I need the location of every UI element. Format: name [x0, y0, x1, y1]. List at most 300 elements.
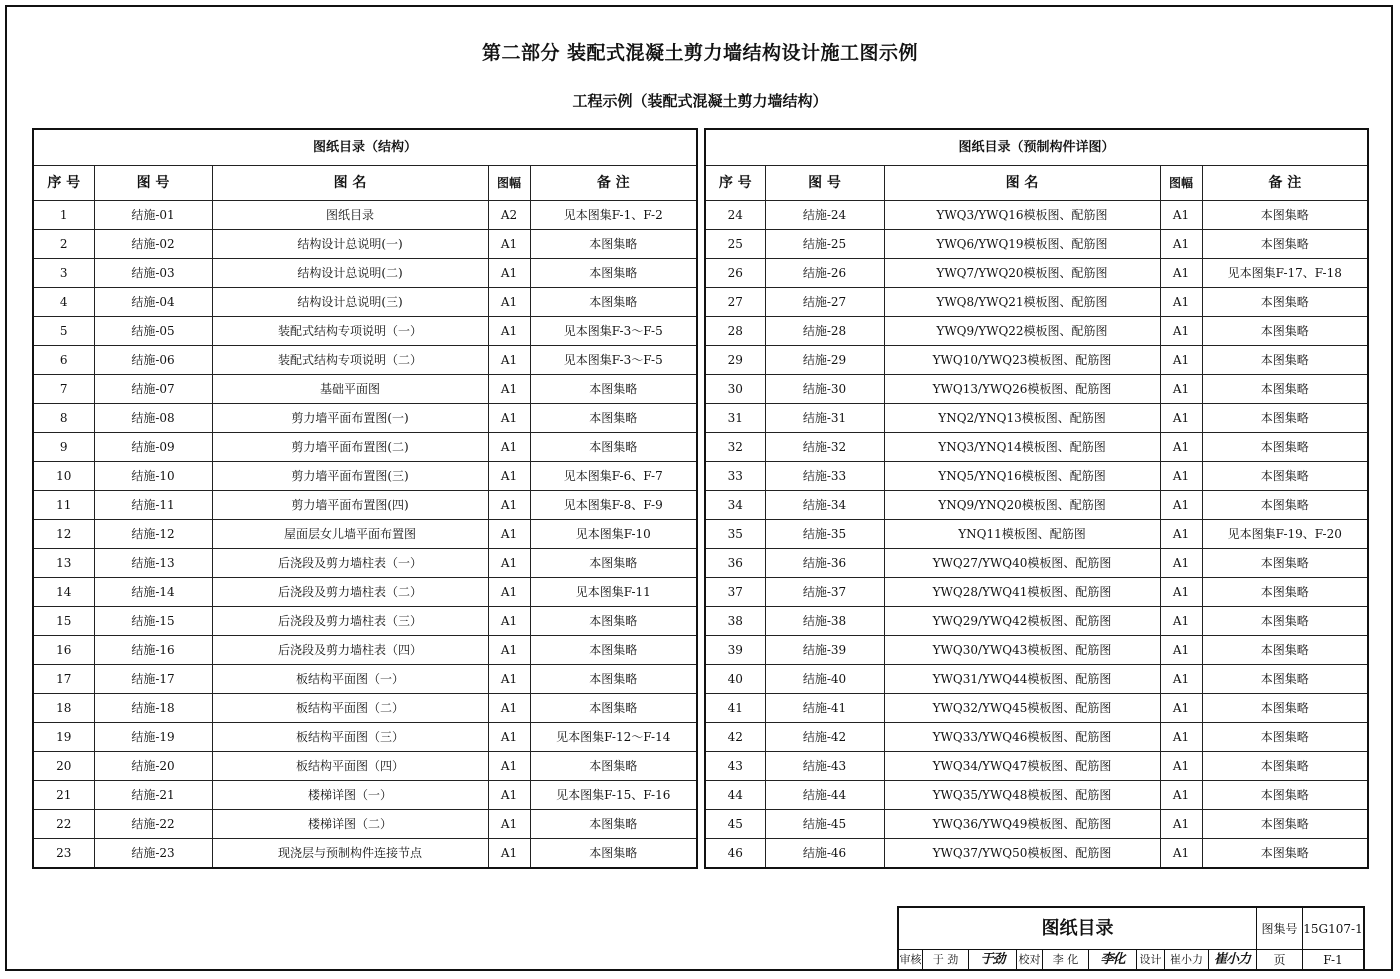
- cell-no: 10: [33, 462, 94, 491]
- table-row: [33, 230, 697, 259]
- cell-no: 19: [33, 723, 94, 752]
- table-row: [33, 810, 697, 839]
- cell-size: A1: [488, 665, 530, 694]
- cell-drawing-no: 结施-11: [94, 491, 212, 520]
- cell-remark: 本图集略: [1202, 549, 1368, 578]
- cell-no: 2: [33, 230, 94, 259]
- cell-drawing-no: 结施-43: [765, 752, 884, 781]
- cell-drawing-name: YWQ10/YWQ23模板图、配筋图: [884, 346, 1160, 375]
- table-row: [33, 346, 697, 375]
- cell-drawing-name: YWQ35/YWQ48模板图、配筋图: [884, 781, 1160, 810]
- cell-size: A1: [1160, 810, 1202, 839]
- cell-no: 41: [705, 694, 765, 723]
- atlas-no-label: 图集号: [1257, 908, 1303, 950]
- col-header-drawing-name: 图 名: [212, 166, 488, 201]
- cell-drawing-name: YWQ27/YWQ40模板图、配筋图: [884, 549, 1160, 578]
- col-header-no: 序 号: [33, 166, 94, 201]
- cell-size: A1: [488, 375, 530, 404]
- cell-drawing-name: 后浇段及剪力墙柱表（三）: [212, 607, 488, 636]
- cell-remark: 本图集略: [530, 810, 697, 839]
- cell-size: A1: [488, 230, 530, 259]
- cell-drawing-no: 结施-31: [765, 404, 884, 433]
- table-row: [705, 694, 1368, 723]
- cell-size: A1: [1160, 723, 1202, 752]
- cell-drawing-no: 结施-28: [765, 317, 884, 346]
- cell-remark: 本图集略: [1202, 810, 1368, 839]
- cell-remark: 本图集略: [1202, 462, 1368, 491]
- cell-remark: 见本图集F-3～F-5: [530, 346, 697, 375]
- cell-size: A1: [1160, 259, 1202, 288]
- cell-remark: 本图集略: [530, 752, 697, 781]
- cell-no: 1: [33, 201, 94, 230]
- cell-drawing-name: 装配式结构专项说明（二）: [212, 346, 488, 375]
- cell-size: A1: [488, 317, 530, 346]
- table-row: [705, 636, 1368, 665]
- cell-drawing-no: 结施-09: [94, 433, 212, 462]
- cell-drawing-no: 结施-36: [765, 549, 884, 578]
- cell-remark: 本图集略: [530, 694, 697, 723]
- cell-drawing-no: 结施-32: [765, 433, 884, 462]
- cell-drawing-name: 剪力墙平面布置图(四): [212, 491, 488, 520]
- cell-drawing-no: 结施-01: [94, 201, 212, 230]
- cell-drawing-name: YWQ9/YWQ22模板图、配筋图: [884, 317, 1160, 346]
- table-row: [33, 665, 697, 694]
- cell-size: A1: [488, 288, 530, 317]
- cell-no: 26: [705, 259, 765, 288]
- cell-size: A1: [1160, 288, 1202, 317]
- table-row: [705, 375, 1368, 404]
- cell-size: A1: [488, 607, 530, 636]
- table-row: [33, 201, 697, 230]
- cell-no: 37: [705, 578, 765, 607]
- cell-drawing-name: YWQ29/YWQ42模板图、配筋图: [884, 607, 1160, 636]
- cell-remark: 本图集略: [1202, 375, 1368, 404]
- table-row: [33, 462, 697, 491]
- table-row: [33, 781, 697, 810]
- col-header-remark: 备 注: [530, 166, 697, 201]
- cell-remark: 本图集略: [1202, 839, 1368, 869]
- cell-drawing-no: 结施-46: [765, 839, 884, 869]
- review-name: 于 劲: [923, 950, 969, 970]
- table-row: [33, 491, 697, 520]
- table-row: [705, 201, 1368, 230]
- cell-no: 35: [705, 520, 765, 549]
- cell-drawing-name: YWQ6/YWQ19模板图、配筋图: [884, 230, 1160, 259]
- cell-remark: 见本图集F-17、F-18: [1202, 259, 1368, 288]
- table-row: [33, 839, 697, 869]
- title-block-name: 图纸目录: [899, 908, 1257, 950]
- cell-size: A2: [488, 201, 530, 230]
- cell-drawing-no: 结施-25: [765, 230, 884, 259]
- cell-drawing-name: 板结构平面图（四）: [212, 752, 488, 781]
- cell-no: 6: [33, 346, 94, 375]
- cell-size: A1: [1160, 230, 1202, 259]
- cell-drawing-no: 结施-15: [94, 607, 212, 636]
- title-block: [897, 906, 1365, 970]
- cell-drawing-name: 结构设计总说明(三): [212, 288, 488, 317]
- cell-remark: 本图集略: [1202, 346, 1368, 375]
- cell-no: 33: [705, 462, 765, 491]
- cell-no: 45: [705, 810, 765, 839]
- table-caption: 图纸目录（结构）: [33, 129, 697, 166]
- cell-drawing-name: YWQ34/YWQ47模板图、配筋图: [884, 752, 1160, 781]
- review-label: 审核: [899, 950, 923, 970]
- table-row: [33, 259, 697, 288]
- cell-drawing-no: 结施-02: [94, 230, 212, 259]
- cell-no: 20: [33, 752, 94, 781]
- table-row: [33, 752, 697, 781]
- cell-size: A1: [488, 578, 530, 607]
- cell-drawing-name: 剪力墙平面布置图(三): [212, 462, 488, 491]
- cell-drawing-name: 剪力墙平面布置图(一): [212, 404, 488, 433]
- col-header-drawing-no: 图 号: [94, 166, 212, 201]
- cell-remark: 本图集略: [530, 433, 697, 462]
- col-header-size: 图幅: [488, 166, 530, 201]
- cell-remark: 本图集略: [530, 230, 697, 259]
- cell-size: A1: [1160, 781, 1202, 810]
- cell-remark: 见本图集F-19、F-20: [1202, 520, 1368, 549]
- table-row: [33, 375, 697, 404]
- cell-drawing-name: 现浇层与预制构件连接节点: [212, 839, 488, 869]
- cell-no: 32: [705, 433, 765, 462]
- cell-drawing-no: 结施-07: [94, 375, 212, 404]
- cell-drawing-name: YWQ32/YWQ45模板图、配筋图: [884, 694, 1160, 723]
- cell-size: A1: [1160, 491, 1202, 520]
- cell-drawing-name: YWQ36/YWQ49模板图、配筋图: [884, 810, 1160, 839]
- table-row: [33, 723, 697, 752]
- cell-size: A1: [1160, 375, 1202, 404]
- structure-catalog-table: [32, 128, 698, 869]
- table-row: [705, 665, 1368, 694]
- cell-drawing-name: YWQ3/YWQ16模板图、配筋图: [884, 201, 1160, 230]
- cell-no: 5: [33, 317, 94, 346]
- signature-row: [899, 950, 1257, 970]
- cell-remark: 见本图集F-1、F-2: [530, 201, 697, 230]
- cell-size: A1: [488, 549, 530, 578]
- cell-drawing-no: 结施-34: [765, 491, 884, 520]
- cell-drawing-no: 结施-04: [94, 288, 212, 317]
- cell-no: 23: [33, 839, 94, 869]
- table-row: [705, 346, 1368, 375]
- cell-size: A1: [1160, 404, 1202, 433]
- cell-no: 14: [33, 578, 94, 607]
- cell-no: 38: [705, 607, 765, 636]
- cell-remark: 本图集略: [530, 607, 697, 636]
- cell-drawing-no: 结施-41: [765, 694, 884, 723]
- cell-drawing-name: YWQ37/YWQ50模板图、配筋图: [884, 839, 1160, 869]
- table-row: [705, 433, 1368, 462]
- cell-drawing-no: 结施-06: [94, 346, 212, 375]
- cell-no: 7: [33, 375, 94, 404]
- cell-size: A1: [1160, 694, 1202, 723]
- cell-size: A1: [488, 752, 530, 781]
- cell-remark: 本图集略: [1202, 201, 1368, 230]
- cell-drawing-name: YNQ9/YNQ20模板图、配筋图: [884, 491, 1160, 520]
- table-row: [33, 636, 697, 665]
- cell-size: A1: [1160, 433, 1202, 462]
- cell-drawing-name: YNQ2/YNQ13模板图、配筋图: [884, 404, 1160, 433]
- cell-remark: 本图集略: [530, 375, 697, 404]
- cell-drawing-name: YNQ5/YNQ16模板图、配筋图: [884, 462, 1160, 491]
- table-row: [705, 839, 1368, 869]
- cell-no: 46: [705, 839, 765, 869]
- cell-remark: 本图集略: [1202, 781, 1368, 810]
- design-name: 崔小力: [1165, 950, 1209, 970]
- table-row: [705, 607, 1368, 636]
- cell-no: 36: [705, 549, 765, 578]
- cell-remark: 见本图集F-12～F-14: [530, 723, 697, 752]
- cell-no: 3: [33, 259, 94, 288]
- table-row: [705, 230, 1368, 259]
- cell-remark: 本图集略: [530, 404, 697, 433]
- cell-drawing-no: 结施-19: [94, 723, 212, 752]
- cell-size: A1: [1160, 839, 1202, 869]
- cell-drawing-name: 板结构平面图（一）: [212, 665, 488, 694]
- cell-size: A1: [488, 462, 530, 491]
- cell-size: A1: [488, 404, 530, 433]
- cell-size: A1: [1160, 665, 1202, 694]
- cell-remark: 本图集略: [530, 636, 697, 665]
- cell-remark: 本图集略: [530, 839, 697, 869]
- cell-size: A1: [488, 259, 530, 288]
- design-label: 设计: [1137, 950, 1165, 970]
- cell-drawing-no: 结施-24: [765, 201, 884, 230]
- design-signature: 崔小力: [1213, 952, 1250, 967]
- cell-drawing-no: 结施-45: [765, 810, 884, 839]
- cell-size: A1: [488, 839, 530, 869]
- cell-size: A1: [488, 433, 530, 462]
- cell-remark: 见本图集F-11: [530, 578, 697, 607]
- cell-size: A1: [1160, 578, 1202, 607]
- cell-no: 15: [33, 607, 94, 636]
- cell-size: A1: [1160, 520, 1202, 549]
- cell-no: 13: [33, 549, 94, 578]
- cell-size: A1: [1160, 317, 1202, 346]
- cell-size: A1: [1160, 636, 1202, 665]
- table-row: [705, 781, 1368, 810]
- cell-remark: 本图集略: [1202, 607, 1368, 636]
- cell-remark: 本图集略: [530, 259, 697, 288]
- cell-drawing-no: 结施-22: [94, 810, 212, 839]
- cell-size: A1: [488, 636, 530, 665]
- cell-size: A1: [1160, 201, 1202, 230]
- atlas-no: 15G107-1: [1303, 908, 1363, 950]
- cell-no: 4: [33, 288, 94, 317]
- cell-no: 34: [705, 491, 765, 520]
- cell-drawing-name: YWQ31/YWQ44模板图、配筋图: [884, 665, 1160, 694]
- check-name: 李 化: [1043, 950, 1089, 970]
- cell-no: 17: [33, 665, 94, 694]
- cell-drawing-no: 结施-37: [765, 578, 884, 607]
- cell-drawing-no: 结施-14: [94, 578, 212, 607]
- table-row: [33, 578, 697, 607]
- cell-no: 44: [705, 781, 765, 810]
- cell-size: A1: [488, 781, 530, 810]
- page-label: 页: [1257, 950, 1303, 970]
- cell-no: 25: [705, 230, 765, 259]
- cell-size: A1: [488, 723, 530, 752]
- cell-drawing-name: 装配式结构专项说明（一）: [212, 317, 488, 346]
- cell-no: 18: [33, 694, 94, 723]
- table-row: [33, 549, 697, 578]
- cell-no: 21: [33, 781, 94, 810]
- cell-remark: 本图集略: [1202, 665, 1368, 694]
- cell-drawing-name: 楼梯详图（一）: [212, 781, 488, 810]
- cell-remark: 本图集略: [1202, 433, 1368, 462]
- cell-no: 8: [33, 404, 94, 433]
- cell-drawing-no: 结施-05: [94, 317, 212, 346]
- table-row: [705, 404, 1368, 433]
- check-signature: 李化: [1089, 950, 1137, 970]
- table-row: [33, 317, 697, 346]
- cell-remark: 见本图集F-10: [530, 520, 697, 549]
- cell-drawing-no: 结施-10: [94, 462, 212, 491]
- cell-no: 9: [33, 433, 94, 462]
- cell-drawing-no: 结施-16: [94, 636, 212, 665]
- cell-remark: 本图集略: [1202, 230, 1368, 259]
- cell-drawing-no: 结施-23: [94, 839, 212, 869]
- table-caption: 图纸目录（预制构件详图）: [705, 129, 1368, 166]
- cell-no: 39: [705, 636, 765, 665]
- col-header-remark: 备 注: [1202, 166, 1368, 201]
- cell-remark: 见本图集F-6、F-7: [530, 462, 697, 491]
- col-header-drawing-name: 图 名: [884, 166, 1160, 201]
- table-row: [705, 317, 1368, 346]
- cell-no: 24: [705, 201, 765, 230]
- cell-drawing-name: 后浇段及剪力墙柱表（一）: [212, 549, 488, 578]
- cell-drawing-no: 结施-08: [94, 404, 212, 433]
- cell-size: A1: [488, 520, 530, 549]
- cell-size: A1: [1160, 346, 1202, 375]
- cell-no: 27: [705, 288, 765, 317]
- cell-drawing-no: 结施-27: [765, 288, 884, 317]
- table-row: [33, 433, 697, 462]
- cell-drawing-no: 结施-03: [94, 259, 212, 288]
- cell-drawing-no: 结施-38: [765, 607, 884, 636]
- table-row: [33, 694, 697, 723]
- col-header-no: 序 号: [705, 166, 765, 201]
- cell-drawing-no: 结施-44: [765, 781, 884, 810]
- cell-size: A1: [488, 810, 530, 839]
- cell-drawing-name: YNQ3/YNQ14模板图、配筋图: [884, 433, 1160, 462]
- cell-remark: 本图集略: [1202, 288, 1368, 317]
- cell-remark: 本图集略: [1202, 636, 1368, 665]
- cell-drawing-name: YWQ30/YWQ43模板图、配筋图: [884, 636, 1160, 665]
- cell-drawing-no: 结施-29: [765, 346, 884, 375]
- table-row: [705, 723, 1368, 752]
- cell-remark: 本图集略: [1202, 694, 1368, 723]
- cell-no: 11: [33, 491, 94, 520]
- cell-size: A1: [1160, 462, 1202, 491]
- table-row: [33, 404, 697, 433]
- cell-drawing-name: 板结构平面图（三）: [212, 723, 488, 752]
- table-row: [705, 549, 1368, 578]
- cell-remark: 本图集略: [530, 665, 697, 694]
- cell-drawing-no: 结施-13: [94, 549, 212, 578]
- cell-drawing-name: YNQ11模板图、配筋图: [884, 520, 1160, 549]
- cell-remark: 见本图集F-3～F-5: [530, 317, 697, 346]
- table-row: [705, 462, 1368, 491]
- table-row: [705, 520, 1368, 549]
- cell-drawing-name: 后浇段及剪力墙柱表（二）: [212, 578, 488, 607]
- cell-drawing-name: 图纸目录: [212, 201, 488, 230]
- cell-remark: 本图集略: [1202, 317, 1368, 346]
- table-row: [705, 259, 1368, 288]
- cell-no: 29: [705, 346, 765, 375]
- table-row: [705, 578, 1368, 607]
- cell-remark: 本图集略: [1202, 578, 1368, 607]
- review-signature: 于劲: [969, 950, 1017, 970]
- cell-size: A1: [1160, 607, 1202, 636]
- cell-no: 43: [705, 752, 765, 781]
- table-row: [33, 520, 697, 549]
- cell-no: 12: [33, 520, 94, 549]
- page-title: 第二部分 装配式混凝土剪力墙结构设计施工图示例: [481, 42, 919, 64]
- cell-drawing-no: 结施-21: [94, 781, 212, 810]
- cell-no: 42: [705, 723, 765, 752]
- cell-remark: 本图集略: [530, 549, 697, 578]
- cell-drawing-name: 基础平面图: [212, 375, 488, 404]
- page-no: F-1: [1323, 953, 1343, 967]
- cell-remark: 本图集略: [1202, 723, 1368, 752]
- table-row: [705, 288, 1368, 317]
- cell-size: A1: [1160, 752, 1202, 781]
- cell-drawing-name: YWQ8/YWQ21模板图、配筋图: [884, 288, 1160, 317]
- cell-size: A1: [488, 694, 530, 723]
- cell-size: A1: [488, 346, 530, 375]
- cell-drawing-no: 结施-12: [94, 520, 212, 549]
- cell-remark: 见本图集F-8、F-9: [530, 491, 697, 520]
- cell-drawing-name: 后浇段及剪力墙柱表（四）: [212, 636, 488, 665]
- cell-drawing-name: YWQ13/YWQ26模板图、配筋图: [884, 375, 1160, 404]
- table-row: [705, 752, 1368, 781]
- cell-remark: 本图集略: [1202, 404, 1368, 433]
- cell-drawing-name: YWQ28/YWQ41模板图、配筋图: [884, 578, 1160, 607]
- cell-drawing-no: 结施-35: [765, 520, 884, 549]
- cell-remark: 本图集略: [530, 288, 697, 317]
- cell-drawing-no: 结施-40: [765, 665, 884, 694]
- cell-no: 40: [705, 665, 765, 694]
- cell-drawing-name: 结构设计总说明(二): [212, 259, 488, 288]
- cell-drawing-no: 结施-17: [94, 665, 212, 694]
- precast-catalog-table: [704, 128, 1369, 869]
- cell-remark: 本图集略: [1202, 491, 1368, 520]
- table-row: [705, 491, 1368, 520]
- cell-no: 30: [705, 375, 765, 404]
- table-row: [705, 810, 1368, 839]
- page-subtitle: 工程示例（装配式混凝土剪力墙结构）: [572, 92, 828, 110]
- cell-drawing-name: 板结构平面图（二）: [212, 694, 488, 723]
- cell-size: A1: [488, 491, 530, 520]
- col-header-drawing-no: 图 号: [765, 166, 884, 201]
- table-row: [33, 607, 697, 636]
- col-header-size: 图幅: [1160, 166, 1202, 201]
- cell-drawing-no: 结施-30: [765, 375, 884, 404]
- cell-remark: 见本图集F-15、F-16: [530, 781, 697, 810]
- cell-drawing-name: YWQ33/YWQ46模板图、配筋图: [884, 723, 1160, 752]
- cell-drawing-no: 结施-26: [765, 259, 884, 288]
- cell-drawing-name: 屋面层女儿墙平面布置图: [212, 520, 488, 549]
- table-row: [33, 288, 697, 317]
- cell-drawing-name: 结构设计总说明(一): [212, 230, 488, 259]
- cell-drawing-name: 楼梯详图（二）: [212, 810, 488, 839]
- cell-size: A1: [1160, 549, 1202, 578]
- cell-drawing-no: 结施-39: [765, 636, 884, 665]
- cell-no: 31: [705, 404, 765, 433]
- cell-drawing-name: 剪力墙平面布置图(二): [212, 433, 488, 462]
- cell-drawing-name: YWQ7/YWQ20模板图、配筋图: [884, 259, 1160, 288]
- cell-no: 16: [33, 636, 94, 665]
